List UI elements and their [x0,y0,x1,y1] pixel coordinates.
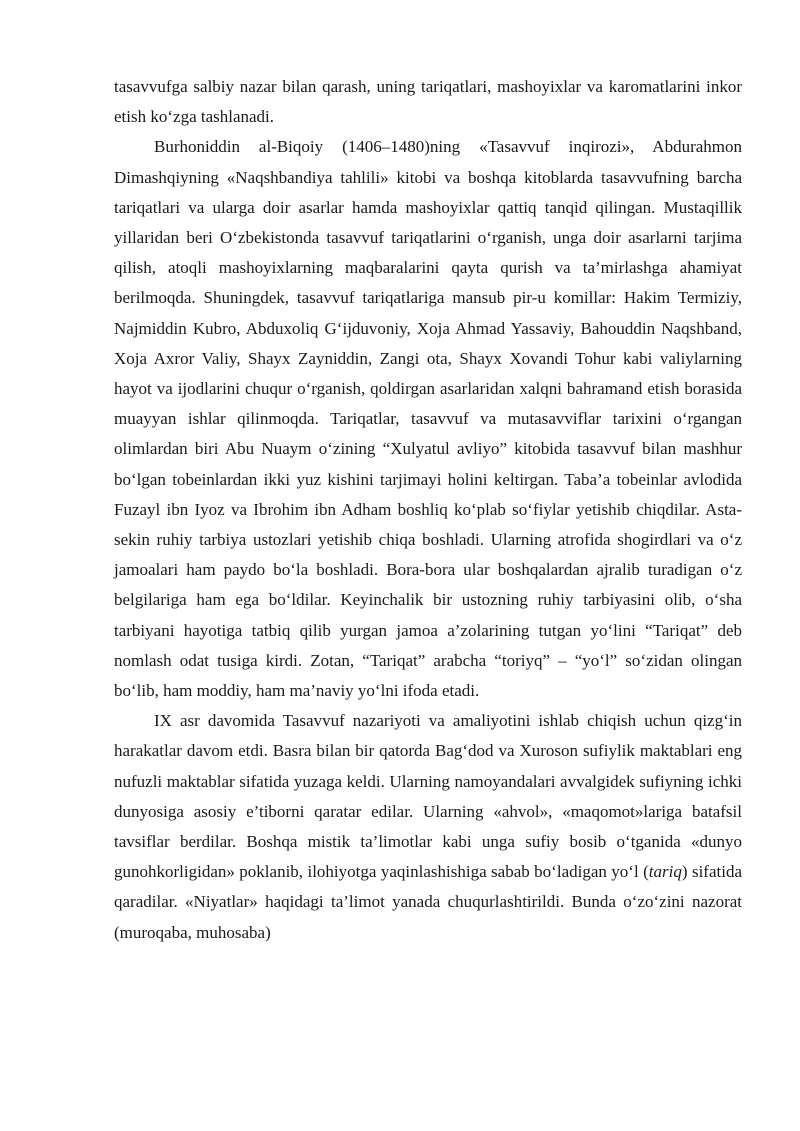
document-page [114,72,742,948]
paragraph-2-text: Burhoniddin al-Biqoiy (1406–1480)ning «Tasavvuf inqirozi», Abdurahmon Dimashqiyning «Naqshbandiya tahlili» kitobi va boshqa kitoblarda tasavvufning barcha tariqatlari va ularga doir asarlar hamda mashoyixlar qattiq tanqid qilingan. Mustaqillik yillaridan beri O‘zbekistonda tasavvuf tariqatlarini o‘rganish, unga doir asarlarni tarjima qilish, atoqli mashoyixlarning maqbaralarini qayta qurish va ta’mirlashga ahamiyat berilmoqda. Shuningdek, tasavvuf tariqatlariga mansub pir-u komillar: Hakim Termiziy, Najmiddin Kubro, Abduxoliq G‘ijduvoniy, Xoja Ahmad Yassaviy, Bahouddin Naqshband, Xoja Axror Valiy, Shayx Zayniddin, Zangi ota, Shayx Xovandi Tohur kabi valiylarning hayot va ijodlarini chuqur o‘rganish, qoldirgan asarlaridan xalqni bahramand etish borasida muayyan ishlar qilinmoqda. Tariqatlar, tasavvuf va mutasavviflar tarixini o‘rgangan olimlardan biri Abu Nuaym o‘zining “Xulyatul avliyo” kitobida tasavvuf bilan mashhur bo‘lgan tobeinlardan ikki yuz kishini tarjimayi holini keltirgan. Taba’a tobeinlar avlodida Fuzayl ibn Iyoz va Ibrohim ibn Adham boshliq ko‘plab so‘fiylar yetishib chiqdilar. Asta-sekin ruhiy tarbiya ustozlari yetishib chiqa boshladi. Ularning atrofida shogirdlari va o‘z jamoalari ham paydo bo‘la boshladi. Bora-bora ular boshqalardan ajralib turadigan o‘z belgilariga ham ega bo‘ldilar. Keyinchalik bir ustozning ruhiy tarbiyasini olib, o‘sha tarbiyani hayotiga tatbiq qilib yurgan jamoa a’zolarining tutgan yo‘lini “Tariqat” deb nomlash odat tusiga kirdi. Zotan, “Tariqat” arabcha “toriyq” – “yo‘l” so‘zidan olingan bo‘lib, ham moddiy, ham ma’naviy yo‘lni ifoda etadi. [114,137,742,701]
paragraph-3 [114,706,742,948]
paragraph-3-italic-term: tariq [648,862,682,882]
paragraph-3-text-after: ) sifatida qaradilar. «Niyatlar» haqidagi ta’limot yanada chuqurlashtirildi. Bunda o‘zo‘zini nazorat (muroqaba, muhosaba) [114,862,742,942]
paragraph-1-text: tasavvufga salbiy nazar bilan qarash, uning tariqatlari, mashoyixlar va karomatlarini inkor etish ko‘zga tashlanadi. [114,77,742,127]
paragraph-1 [114,72,742,132]
paragraph-2 [114,132,742,706]
paragraph-3-text-before: IX asr davomida Tasavvuf nazariyoti va amaliyotini ishlab chiqish uchun qizg‘in harakatlar davom etdi. Basra bilan bir qatorda Bag‘dod va Xuroson sufiylik maktablari eng nufuzli maktablar sifatida yuzaga keldi. Ularning namoyandalari avvalgidek sufiyning ichki dunyosiga asosiy e’tiborni qaratar edilar. Ularning «ahvol», «maqomot»lariga batafsil tavsiflar berdilar. Boshqa mistik ta’limotlar kabi unga sufiy bosib o‘tganida «dunyo gunohkorligidan» poklanib, ilohiyotga yaqinlashishiga sabab bo‘ladigan yo‘l ( [114,711,742,882]
